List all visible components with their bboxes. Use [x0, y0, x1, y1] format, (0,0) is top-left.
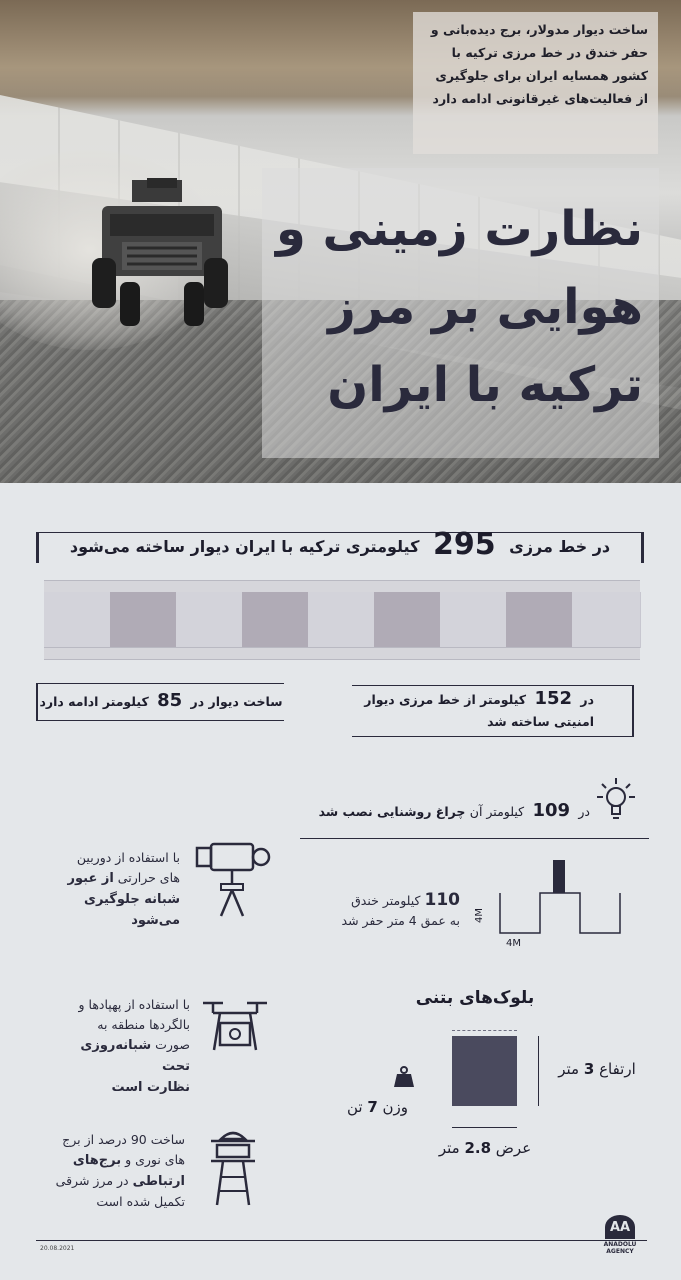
footer-date: 20.08.2021	[40, 1245, 75, 1252]
block-width	[420, 1139, 550, 1157]
block-weight-unit: تن	[346, 1098, 363, 1116]
block-weight-value: 7	[367, 1098, 378, 1116]
tower-line3: در مرز شرقی	[55, 1173, 129, 1188]
armored-vehicle-icon	[92, 178, 232, 328]
drone-line3-bold: شبانه‌روزی تحت	[80, 1038, 190, 1074]
weight-icon	[393, 1066, 415, 1088]
built-line1: کیلومتر از خط مرزی دیوار	[364, 692, 527, 707]
trench-depth-label: 4M	[474, 908, 485, 923]
wall-segment	[44, 592, 111, 648]
wall-length-stat	[36, 527, 644, 563]
camera-line3: شبانه جلوگیری می‌شود	[84, 892, 180, 928]
block-height-unit: متر	[558, 1060, 580, 1078]
wall-stat-prefix: در خط مرزی	[509, 537, 611, 556]
camera-line1: با استفاده از دوربین	[76, 850, 180, 865]
intro-box	[413, 12, 658, 154]
page-title: نظارت زمینی و هوایی بر مرز ترکیه با ایران	[275, 201, 643, 413]
camera-text	[60, 848, 180, 931]
wall-segment	[110, 592, 177, 648]
drone-line1: با استفاده از پهپادها و	[78, 997, 190, 1012]
lighting-bold: چراغ روشنایی نصب شد	[318, 804, 466, 819]
ongoing-value: 85	[157, 690, 183, 711]
wall-segments-graphic	[44, 580, 640, 660]
drone-icon	[200, 995, 270, 1055]
trench-line2: به عمق 4 متر حفر شد	[341, 913, 460, 928]
wall-cap-bottom	[44, 647, 640, 660]
title-box	[262, 168, 659, 458]
agency-logo-mark: AA	[605, 1215, 635, 1239]
block-weight	[330, 1098, 425, 1116]
lighting-underline	[300, 838, 649, 839]
wall-segment	[308, 592, 375, 648]
wall-segment	[176, 592, 243, 648]
wall-segment	[506, 592, 573, 648]
block-height	[542, 1060, 652, 1078]
wall-segment	[242, 592, 309, 648]
block-top	[452, 1030, 517, 1037]
wall-stat-value: 295	[432, 527, 496, 562]
lighting-stat	[290, 800, 590, 823]
footer-divider	[36, 1240, 647, 1241]
width-dimension-line	[452, 1127, 517, 1128]
trench-diagram	[490, 858, 630, 948]
intro-text: ساخت دیوار مدولار، برج دیده‌بانی و حفر خندق در خط مرزی ترکیه با کشور همسایه ایران برای جلوگیری از فعالیت‌های غیرقانونی ادامه دارد	[430, 22, 648, 106]
hero-photo	[0, 0, 681, 483]
drone-line4: نظارت است	[111, 1080, 190, 1095]
thermal-camera-icon	[195, 838, 275, 918]
tower-text	[40, 1130, 185, 1212]
drone-line2: بالگردها منطقه به	[97, 1017, 190, 1032]
ongoing-suffix: کیلومتر ادامه دارد	[39, 694, 149, 709]
height-dimension-line	[538, 1036, 539, 1106]
trench-width-label: 4M	[506, 938, 521, 949]
built-prefix: در	[580, 692, 594, 707]
blocks-title: بلوک‌های بتنی	[415, 988, 535, 1008]
tower-line3-bold: ارتباطی	[132, 1174, 185, 1189]
trench-text	[300, 890, 460, 931]
tower-line2-bold: برج‌های	[72, 1153, 122, 1168]
built-wall-box	[352, 685, 634, 737]
drone-text	[55, 995, 190, 1098]
watchtower-icon	[203, 1127, 263, 1207]
ongoing-construction-box	[36, 683, 284, 721]
wall-segment	[572, 592, 641, 648]
block-width-value: 2.8	[464, 1139, 492, 1157]
ongoing-prefix: ساخت دیوار در	[190, 694, 283, 709]
built-value: 152	[534, 688, 573, 709]
lighting-prefix: در	[578, 804, 590, 819]
block-weight-label: وزن	[382, 1098, 409, 1116]
lighting-value: 109	[532, 800, 571, 821]
lightbulb-icon	[596, 775, 636, 823]
agency-logo	[590, 1213, 650, 1253]
block-width-label: عرض	[495, 1139, 532, 1157]
built-line2: امنیتی ساخته شد	[487, 714, 594, 729]
trench-line1: کیلومتر خندق	[351, 893, 421, 908]
trench-value: 110	[424, 890, 460, 910]
wall-segment	[374, 592, 441, 648]
agency-name: ANADOLU AGENCY	[603, 1241, 637, 1255]
tower-line2: های نوری و	[125, 1152, 185, 1167]
concrete-block	[452, 1036, 517, 1106]
lighting-mid: کیلومتر آن	[469, 804, 525, 819]
wall-stat-suffix: کیلومتری ترکیه با ایران دیوار ساخته می‌شود	[69, 537, 420, 556]
camera-line2: های حرارتی	[117, 870, 180, 885]
drone-line3: صورت	[155, 1037, 190, 1052]
block-height-value: 3	[583, 1060, 595, 1078]
block-height-label: ارتفاع	[599, 1060, 636, 1078]
tower-line1: ساخت 90 درصد از برج	[62, 1132, 185, 1147]
wall-segment	[440, 592, 507, 648]
block-width-unit: متر	[438, 1139, 460, 1157]
camera-line2-bold: از عبور	[67, 871, 114, 886]
tower-line4: تکمیل شده است	[96, 1194, 185, 1209]
